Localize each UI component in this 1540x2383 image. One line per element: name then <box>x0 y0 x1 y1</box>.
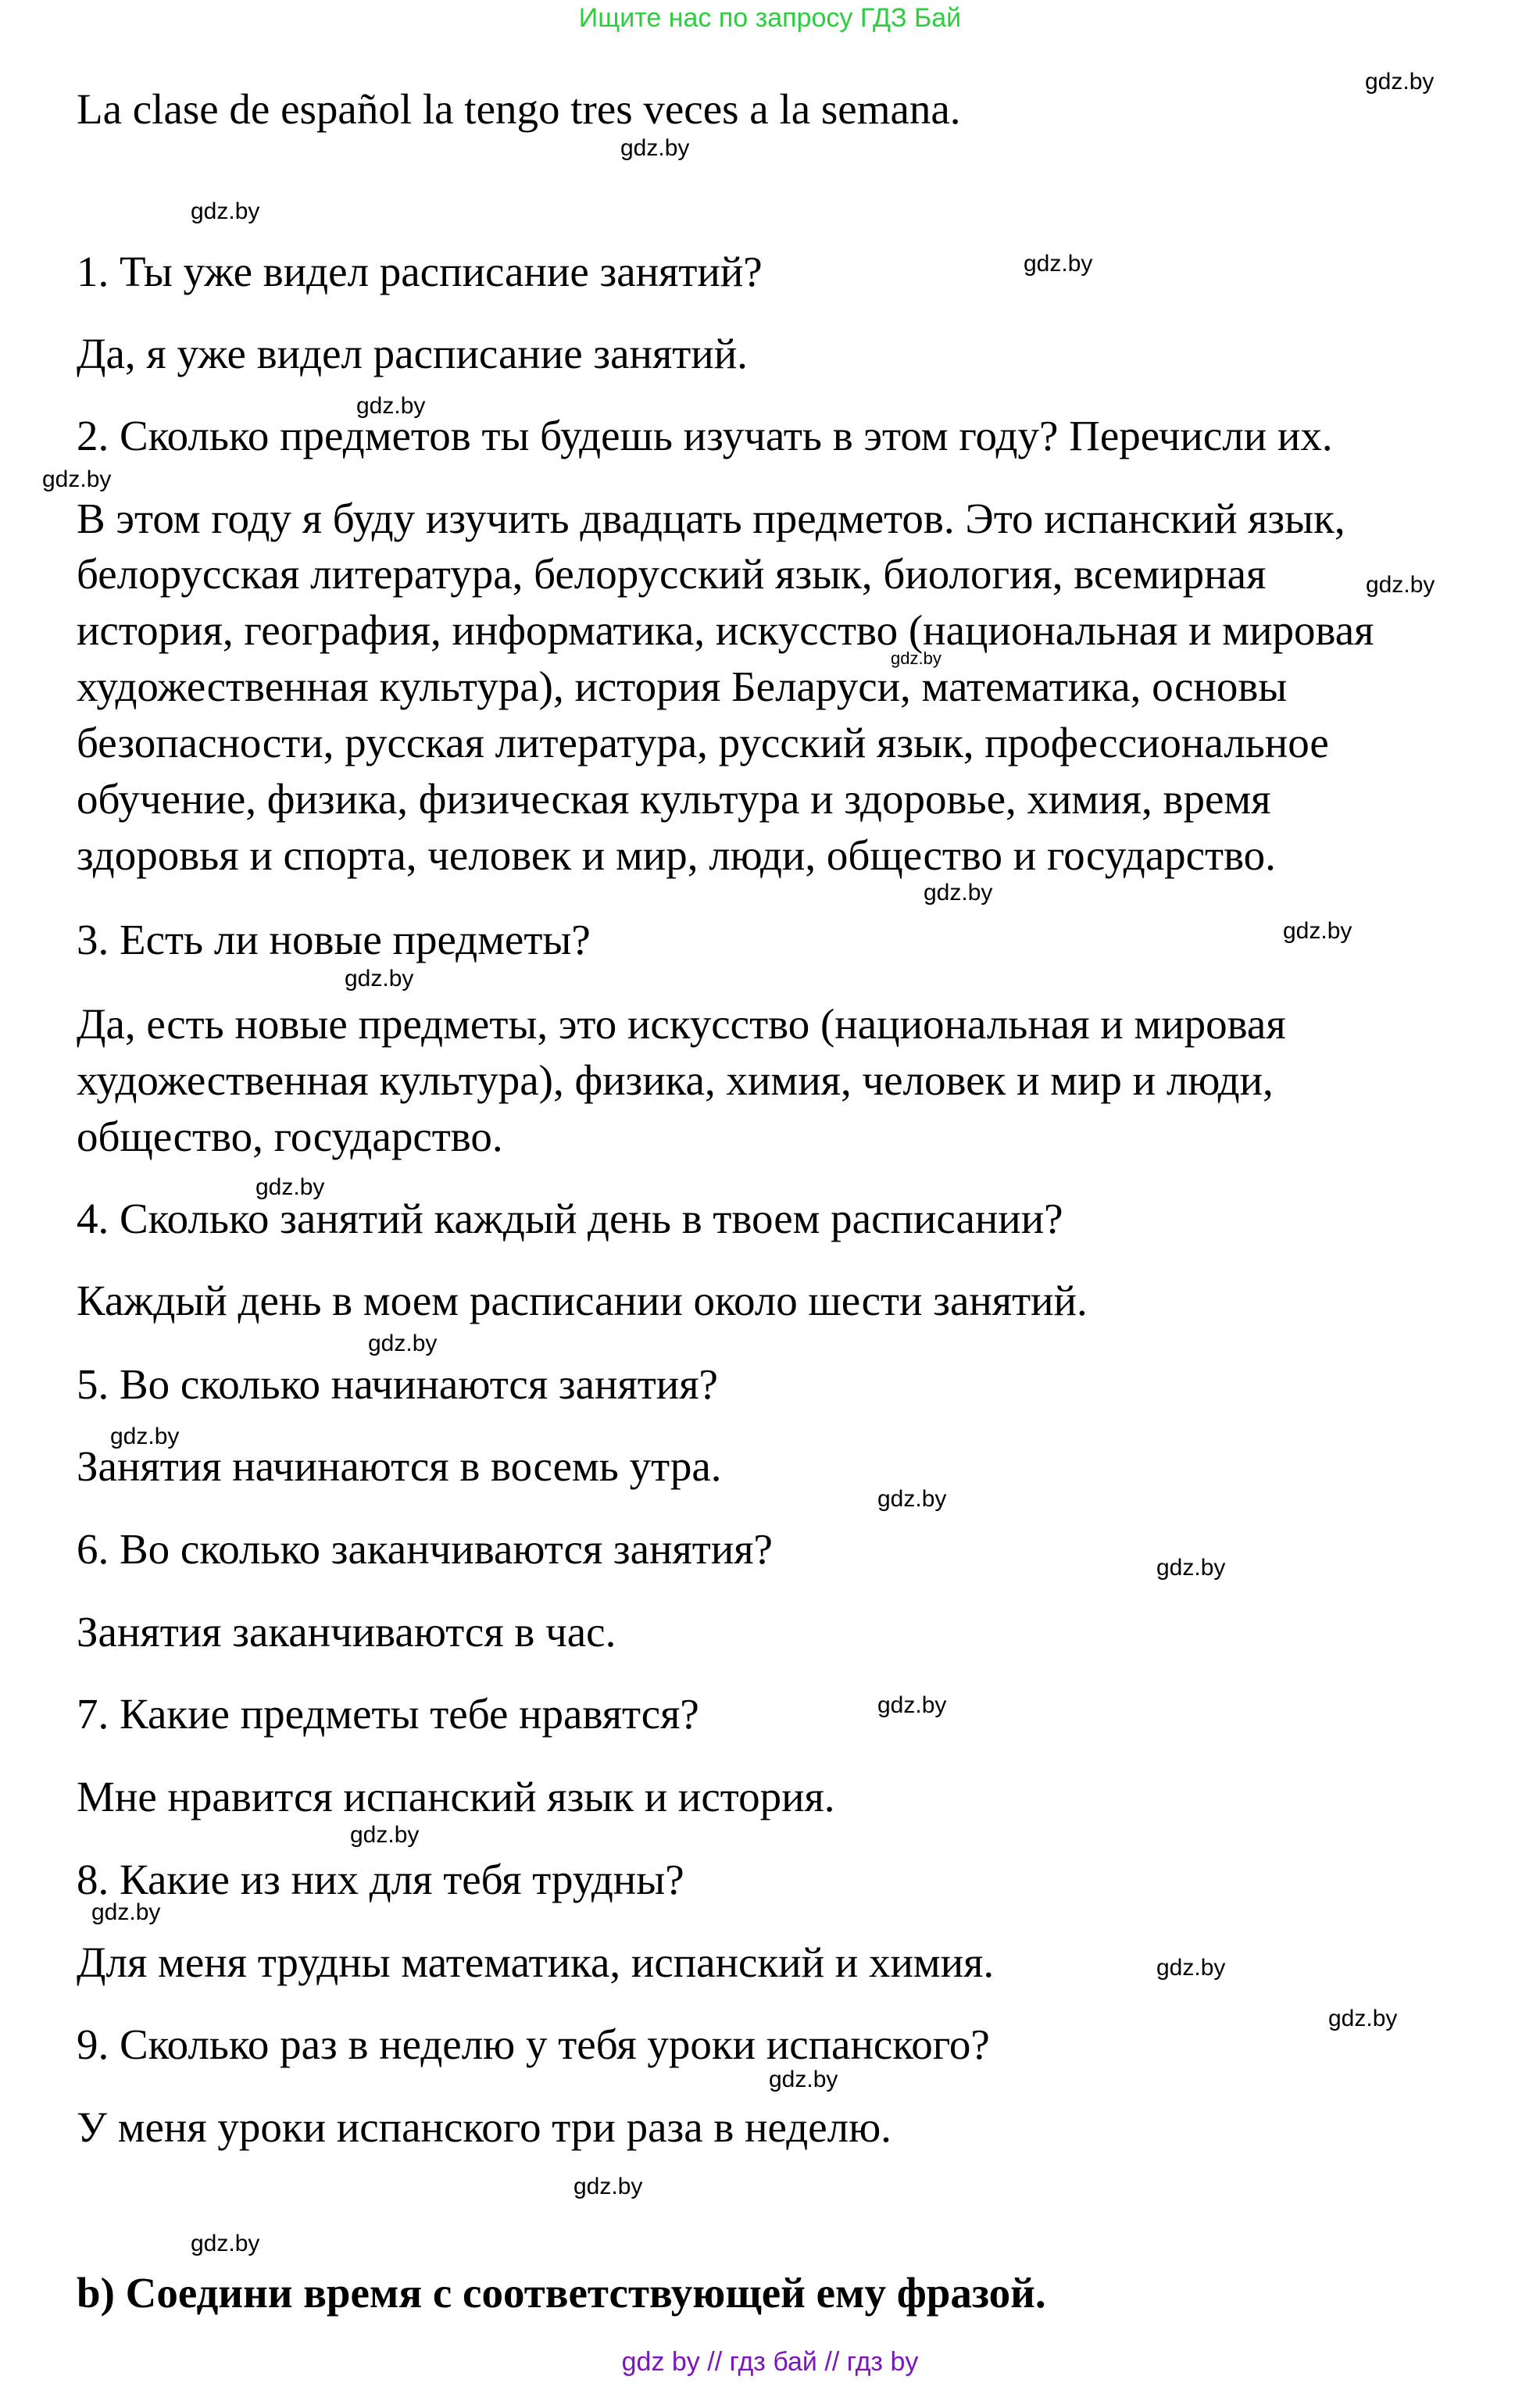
answer-9: У меня уроки испанского три раза в неделю. <box>77 2103 891 2151</box>
question-1: 1. Ты уже видел расписание занятий? <box>77 248 763 295</box>
answer-2-line-1: В этом году я буду изучить двадцать предметов. Это испанский язык, <box>77 495 1345 542</box>
watermark: gdz.by <box>1365 69 1435 95</box>
watermark: gdz.by <box>1024 251 1093 277</box>
question-2: 2. Сколько предметов ты будешь изучать в этом году? Перечисли их. <box>77 412 1333 459</box>
footer-links[interactable]: gdz by // гдз бай // гдз by <box>621 2347 919 2377</box>
answer-2-line-5: безопасности, русская литература, русский язык, профессиональное <box>77 719 1329 766</box>
question-8: 8. Какие из них для тебя трудны? <box>77 1856 684 1903</box>
watermark: gdz.by <box>620 135 690 161</box>
answer-6: Занятия заканчиваются в час. <box>77 1608 616 1656</box>
watermark: gdz.by <box>769 2067 838 2092</box>
watermark: gdz.by <box>1328 2006 1398 2031</box>
section-heading: b) Соедини время с соответствующей ему фразой. <box>77 2269 1046 2317</box>
watermark: gdz.by <box>573 2174 643 2199</box>
question-4: 4. Сколько занятий каждый день в твоем расписании? <box>77 1195 1063 1242</box>
watermark: gdz.by <box>255 1174 325 1200</box>
watermark: gdz.by <box>356 393 426 419</box>
question-7: 7. Какие предметы тебе нравятся? <box>77 1690 699 1738</box>
answer-4: Каждый день в моем расписании около шести занятий. <box>77 1277 1088 1324</box>
watermark: gdz.by <box>191 2231 260 2256</box>
watermark: gdz.by <box>1156 1955 1226 1981</box>
watermark: gdz.by <box>877 1692 947 1718</box>
answer-2-line-6: обучение, физика, физическая культура и здоровье, химия, время <box>77 775 1271 823</box>
answer-2-line-4: художественная культура), история Беларуси, математика, основы <box>77 663 1288 710</box>
watermark: gdz.by <box>91 1899 161 1925</box>
watermark: gdz.by <box>345 966 414 991</box>
answer-1: Да, я уже видел расписание занятий. <box>77 330 748 377</box>
watermark: gdz.by <box>42 466 112 492</box>
answer-8: Для меня трудны математика, испанский и химия. <box>77 1938 995 1986</box>
answer-2-line-3: история, география, информатика, искусство (национальная и мировая <box>77 606 1374 654</box>
answer-3-line-2: художественная культура), физика, химия, человек и мир и люди, <box>77 1056 1274 1104</box>
watermark: gdz.by <box>368 1331 438 1356</box>
answer-3-line-3: общество, государство. <box>77 1113 503 1160</box>
question-6: 6. Во сколько заканчиваются занятия? <box>77 1525 773 1573</box>
watermark: gdz.by <box>891 648 942 668</box>
top-banner[interactable]: Ищите нас по запросу ГДЗ Бай <box>578 3 962 33</box>
answer-3-line-1: Да, есть новые предметы, это искусство (национальная и мировая <box>77 1000 1286 1048</box>
answer-5: Занятия начинаются в восемь утра. <box>77 1442 722 1490</box>
watermark: gdz.by <box>110 1424 180 1449</box>
watermark: gdz.by <box>877 1486 947 1512</box>
watermark: gdz.by <box>924 880 993 906</box>
watermark: gdz.by <box>1156 1555 1226 1581</box>
question-5: 5. Во сколько начинаются занятия? <box>77 1360 718 1408</box>
watermark: gdz.by <box>191 198 260 224</box>
question-9: 9. Сколько раз в неделю у тебя уроки испанского? <box>77 2020 990 2068</box>
watermark: gdz.by <box>350 1822 420 1848</box>
answer-2-line-7: здоровья и спорта, человек и мир, люди, общество и государство. <box>77 831 1276 879</box>
answer-2-line-2: белорусская литература, белорусский язык, биология, всемирная <box>77 550 1267 598</box>
answer-7: Мне нравится испанский язык и история. <box>77 1773 835 1820</box>
question-3: 3. Есть ли новые предметы? <box>77 916 591 963</box>
watermark: gdz.by <box>1283 918 1352 944</box>
spanish-sentence: La clase de español la tengo tres veces a la semana. <box>77 85 961 133</box>
watermark: gdz.by <box>1366 572 1435 598</box>
